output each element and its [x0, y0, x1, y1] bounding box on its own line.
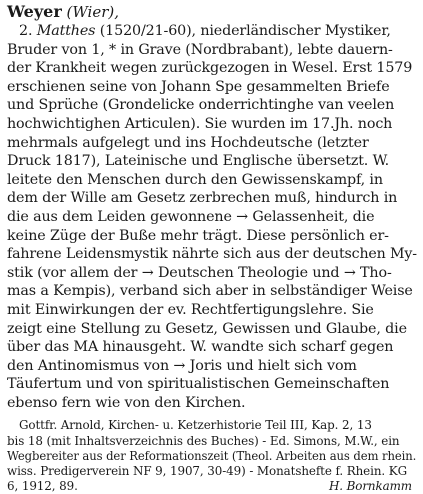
ref-line-1: Gottfr. Arnold, Kirchen- u. Ketzerhistorie Teil III, Kap. 2, 13	[19, 418, 372, 433]
ref-line-3: Wegbereiter aus der Reformationszeit (Theol. Arbeiten aus dem rhein.	[7, 448, 417, 463]
body-line-10: dem der Wille am Gesetz zerbrechen muß, hindurch in	[7, 190, 398, 207]
entry-headword-line	[7, 2, 420, 22]
dictionary-entry	[7, 2, 420, 494]
body-line-20: Täufertum und von spiritualistischen Gemeinschaften	[7, 376, 390, 393]
body-line-19: den Antinomismus von → Joris und hielt sich vom	[7, 357, 357, 374]
body-line-12: keine Züge der Buße mehr trägt. Diese persönlich er-	[7, 227, 389, 244]
body-line-1	[7, 22, 420, 41]
body-line-15: mas a Kempis), verband sich aber in selbständiger Weise	[7, 283, 413, 300]
bibliography	[7, 418, 420, 494]
headword-variant: (Wier),	[61, 3, 119, 21]
sub-name: Matthes	[36, 23, 96, 39]
ref-line-5	[7, 479, 420, 494]
body-line-8: Druck 1817), Lateinische und Englische übersetzt. W.	[7, 153, 390, 170]
sub-number: 2.	[19, 23, 33, 39]
body-line-1-text: (1520/21-60), niederländischer Mystiker,	[95, 23, 391, 39]
body-line-21: ebenso fern wie von den Kirchen.	[7, 394, 246, 411]
body-line-5: und Sprüche (Grondelicke onderrichtinghe van veelen	[7, 97, 395, 114]
ref-line-4: wiss. Predigerverein NF 9, 1907, 30-49) - Monatshefte f. Rhein. KG	[7, 464, 407, 479]
body-line-2: Bruder von 1, * in Grave (Nordbrabant), lebte dauern-	[7, 41, 393, 58]
body-line-4: erschienen seine von Johann Spe gesammelten Briefe	[7, 78, 390, 95]
ref-line-2: bis 18 (mit Inhaltsverzeichnis des Buches) - Ed. Simons, M.W., ein	[7, 433, 400, 448]
body-line-16: mit Einwirkungen der ev. Rechtfertigungslehre. Sie	[7, 301, 374, 318]
headword: Weyer	[7, 2, 62, 21]
author-signature: H. Bornkamm	[328, 479, 412, 494]
body-line-13: fahrene Leidensmystik nährte sich aus der deutschen My-	[7, 246, 417, 263]
body-line-7: mehrmals aufgelegt und ins Hochdeutsche (letzter	[7, 134, 369, 151]
entry-body	[7, 22, 420, 412]
ref-line-5-text: 6, 1912, 89.	[7, 479, 78, 494]
body-line-6: hochwichtighen Articulen). Sie wurden im 17.Jh. noch	[7, 115, 393, 132]
body-line-3: der Krankheit wegen zurückgezogen in Wesel. Erst 1579	[7, 60, 413, 77]
body-line-17: zeigt eine Stellung zu Gesetz, Gewissen und Glaube, die	[7, 320, 407, 337]
body-line-18: über das MA hinausgeht. W. wandte sich scharf gegen	[7, 339, 394, 356]
body-line-9: leitete den Menschen durch den Gewissenskampf, in	[7, 171, 383, 188]
body-line-11: die aus dem Leiden gewonnene → Gelassenheit, die	[7, 208, 375, 225]
body-line-14: stik (vor allem der → Deutschen Theologie und → Tho-	[7, 264, 392, 281]
